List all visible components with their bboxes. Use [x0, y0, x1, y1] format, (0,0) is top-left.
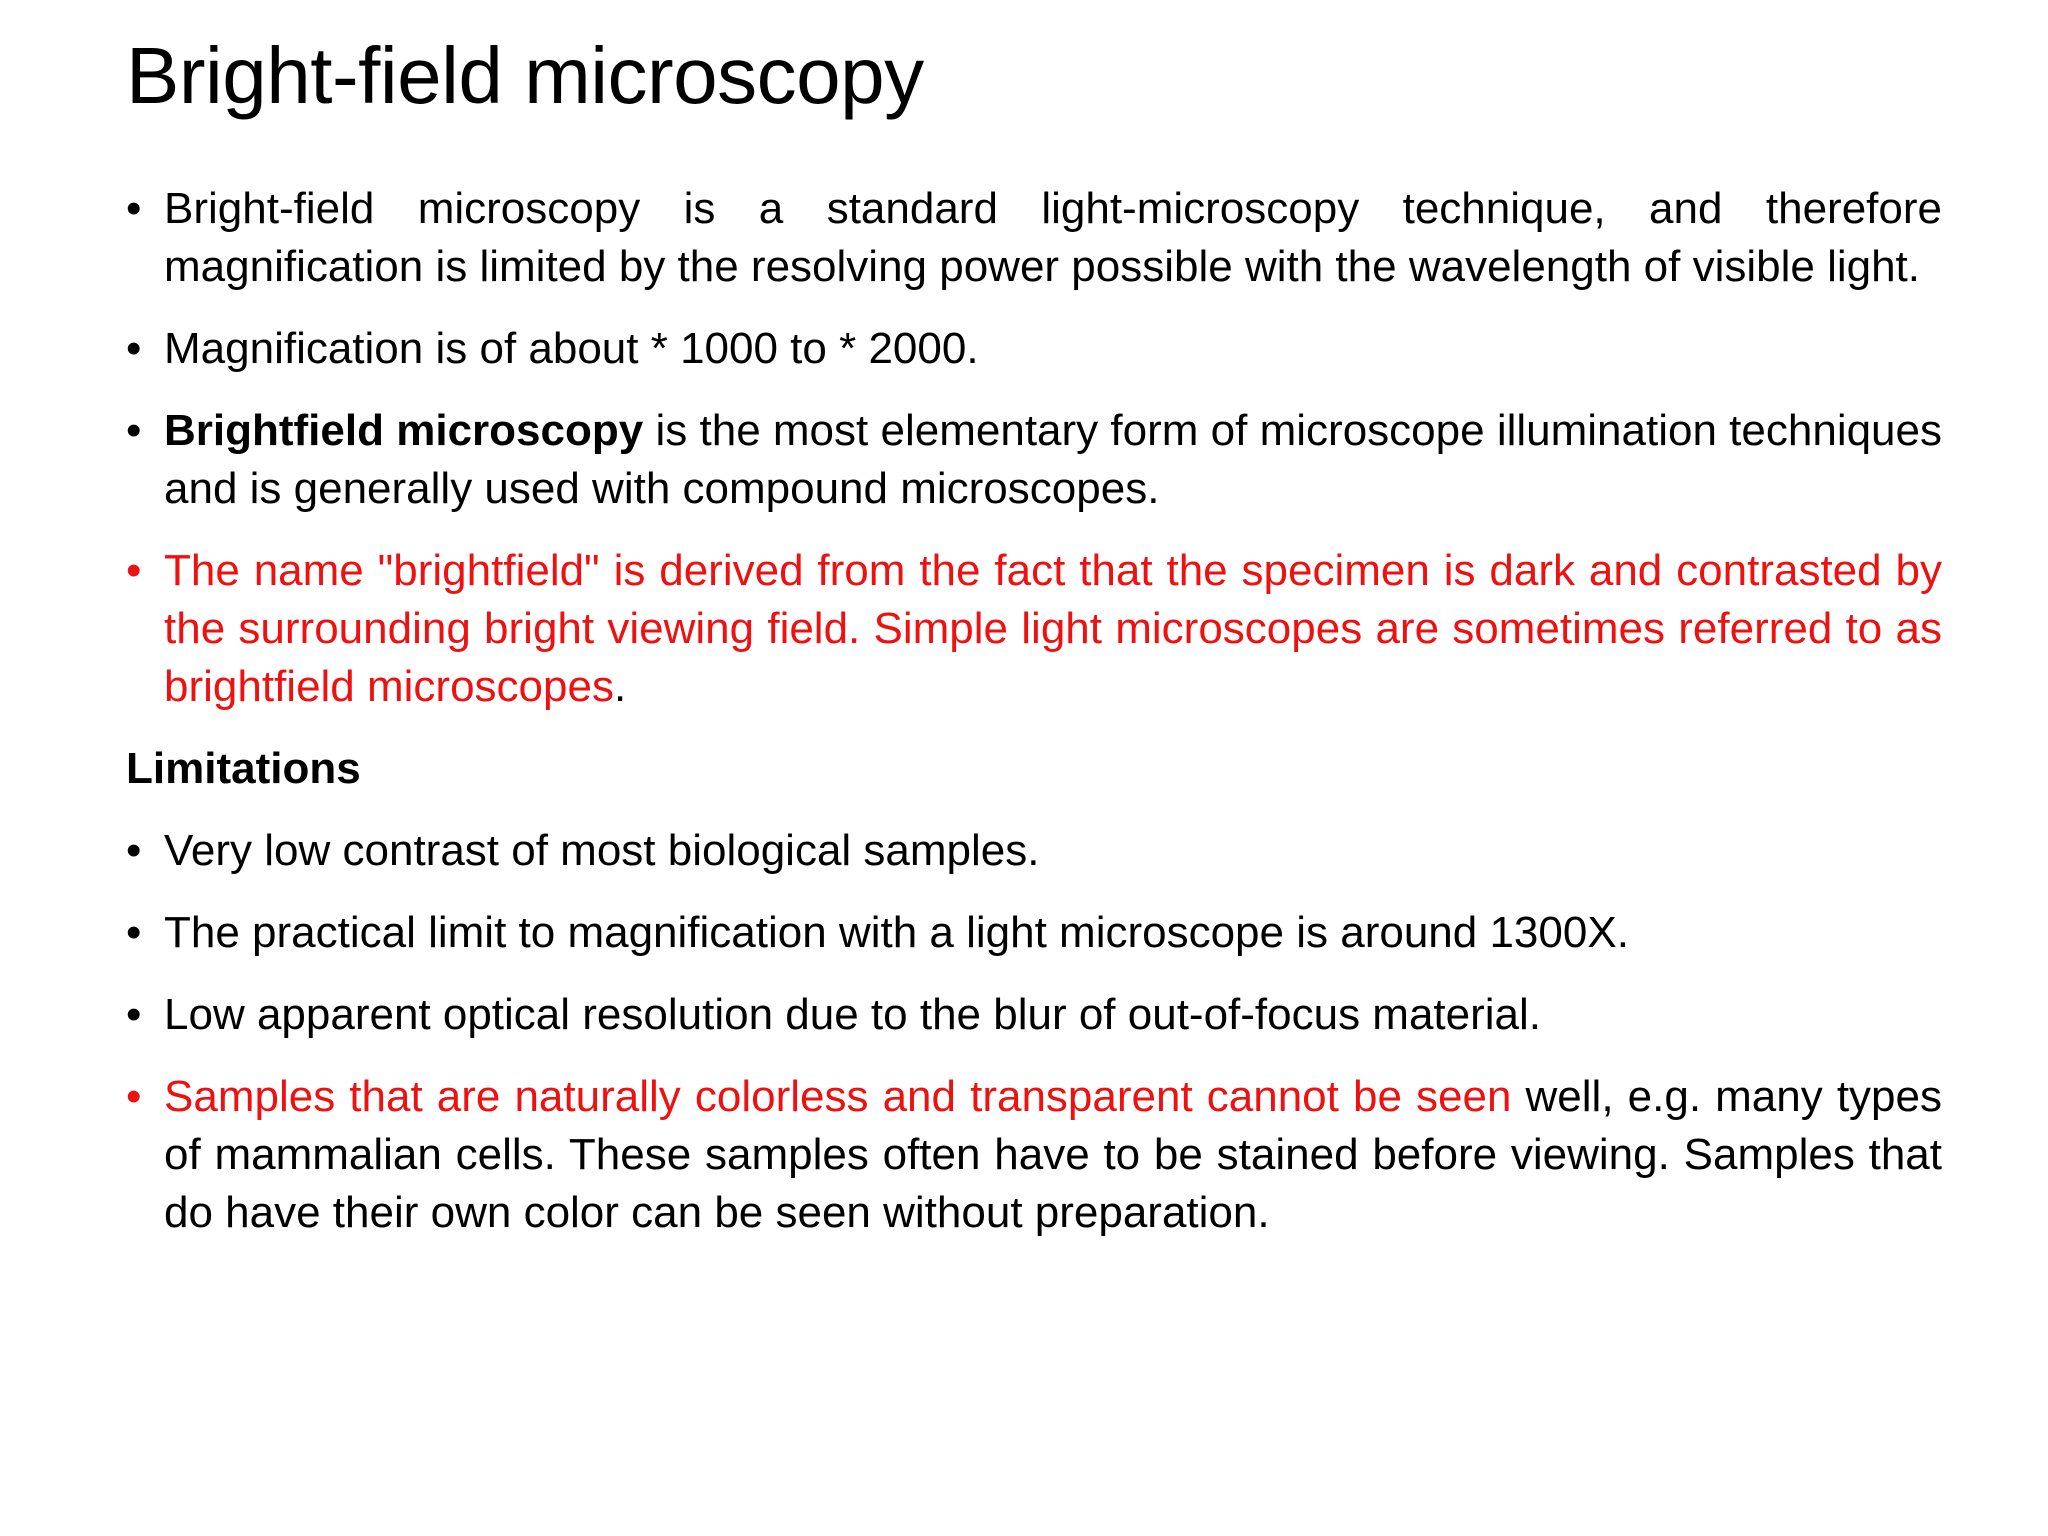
bullet-glyph: •	[126, 908, 142, 957]
bullet-glyph: •	[126, 826, 142, 875]
item-text: well, e.g. many types of mammalian cells. These samples often have to be stained before viewing. Samples that do have their own color can be seen without preparation.	[164, 1072, 1942, 1237]
slide-body	[126, 180, 1942, 1266]
list-item	[126, 180, 1942, 296]
item-text: The practical limit to magnification with a light microscope is around 1300X.	[164, 908, 1629, 957]
item-red-text: Samples that are naturally colorless and transparent cannot be seen	[164, 1072, 1512, 1121]
item-text: Bright-field microscopy is a standard light-microscopy technique, and therefore magnification is limited by the resolving power possible with the wavelength of visible light.	[164, 184, 1942, 291]
item-text: Magnification is of about * 1000 to * 2000.	[164, 324, 979, 373]
list-item	[126, 542, 1942, 716]
list-item	[126, 986, 1942, 1044]
list-item	[126, 904, 1942, 962]
item-red-text: The name "brightfield" is derived from the fact that the specimen is dark and contrasted by the surrounding bright viewing field. Simple light microscopes are sometimes referred to as brightfield microscopes	[164, 546, 1942, 711]
list-item	[126, 320, 1942, 378]
item-text: is the most elementary form of microscope illumination techniques and is generally used with compound microscopes.	[164, 406, 1943, 513]
limitations-list	[126, 822, 1942, 1242]
bullet-glyph: •	[126, 990, 142, 1039]
bullet-list	[126, 180, 1942, 716]
item-text: Very low contrast of most biological samples.	[164, 826, 1040, 875]
bullet-glyph: •	[126, 324, 142, 373]
list-item	[126, 822, 1942, 880]
bullet-glyph: •	[126, 1072, 142, 1121]
bullet-glyph: •	[126, 184, 142, 233]
limitations-heading: Limitations	[126, 744, 361, 793]
bullet-glyph: •	[126, 546, 142, 595]
slide-title: Bright-field microscopy	[126, 31, 924, 120]
item-bold-text: Brightfield microscopy	[164, 406, 644, 455]
list-item	[126, 402, 1942, 518]
list-item	[126, 1068, 1942, 1242]
item-text: .	[613, 662, 627, 711]
bullet-glyph: •	[126, 406, 142, 455]
item-text: Low apparent optical resolution due to the blur of out-of-focus material.	[164, 990, 1542, 1039]
